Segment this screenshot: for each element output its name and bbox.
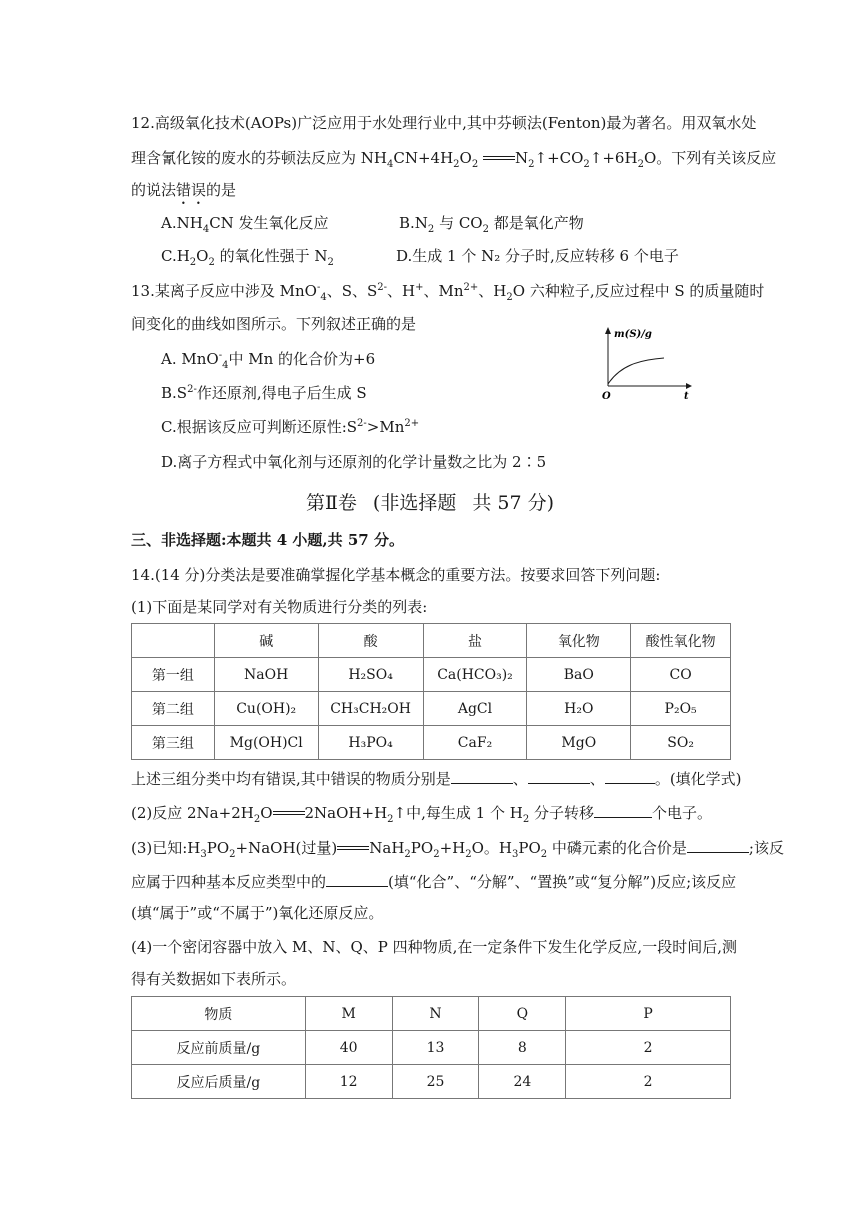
table-cell: Ca(HCO₃)₂	[423, 658, 527, 692]
answer-blank-3[interactable]	[605, 767, 655, 784]
q14-part1: (1)下面是某同学对有关物质进行分类的列表:	[131, 598, 428, 616]
q13-option-d: D.离子方程式中氧化剂与还原剂的化学计量数之比为 2∶5	[161, 453, 547, 471]
table-header-row	[132, 624, 731, 658]
table-cell: SO₂	[631, 726, 731, 760]
table-cell: NaOH	[214, 658, 318, 692]
mass-time-graph	[598, 324, 694, 404]
table-cell: 8	[479, 1031, 566, 1065]
table-cell: CH₃CH₂OH	[318, 692, 423, 726]
answer-blank-2[interactable]	[528, 767, 590, 784]
table-cell: P	[566, 997, 731, 1031]
table-cell: 13	[392, 1031, 479, 1065]
table-cell: Cu(OH)₂	[214, 692, 318, 726]
table-cell: 2	[566, 1031, 731, 1065]
table-cell: 2	[566, 1065, 731, 1099]
x-axis-arrow-icon	[686, 383, 692, 389]
q13-option-b: $B.S^{2-}$作还原剂,得电子后生成 S	[161, 384, 367, 402]
table-cell: 25	[392, 1065, 479, 1099]
table-cell: 第二组	[132, 692, 215, 726]
graph-x-label: t	[684, 391, 689, 402]
table-cell: Mg(OH)Cl	[214, 726, 318, 760]
y-axis-arrow-icon	[605, 327, 611, 334]
table-row	[132, 1031, 731, 1065]
table-cell: MgO	[527, 726, 631, 760]
table-cell: 12	[305, 1065, 392, 1099]
table-cell: M	[305, 997, 392, 1031]
q14-part4-line2: 得有关数据如下表所示。	[131, 970, 297, 988]
table-cell: H₂O	[527, 692, 631, 726]
table-cell: P₂O₅	[631, 692, 731, 726]
part2-heading: 第Ⅱ卷 (非选择题 共 57 分)	[305, 492, 554, 514]
answer-blank-5[interactable]	[687, 836, 749, 853]
equal-sign-icon	[337, 845, 369, 853]
table-cell: AgCl	[423, 692, 527, 726]
section3-heading: 三、非选择题:本题共 4 小题,共 57 分。	[131, 531, 404, 549]
q13-option-c: C.根据该反应可判断还原性$:S^{2-}>Mn^{2+}$	[161, 418, 420, 436]
q14-intro: 14.(14 分)分类法是要准确掌握化学基本概念的重要方法。按要求回答下列问题:	[131, 566, 661, 584]
table-cell: H₃PO₄	[318, 726, 423, 760]
table-cell	[132, 624, 215, 658]
table-cell: 反应前质量/g	[132, 1031, 306, 1065]
table-cell: 盐	[423, 624, 527, 658]
q12-line1: 12.高级氧化技术(AOPs)广泛应用于水处理行业中,其中芬顿法(Fenton)最为著名。用双氧水处	[131, 114, 757, 132]
q13-line1: 13.某离子反应中涉及 MnO-$_4$、S、$S^{2-}$、H+、$Mn^{2+}$、$H_2O$ 六种粒子,反应过程中 S 的质量随时	[131, 282, 765, 303]
q14-part1-answer: 上述三组分类中均有错误,其中错误的物质分别是 、 、 。(填化学式)	[131, 767, 742, 789]
mass-curve	[608, 358, 664, 384]
table-cell: N	[392, 997, 479, 1031]
q14-part3-line3: (填“属于”或“不属于”)氧化还原反应。	[131, 904, 384, 922]
table-cell: H₂SO₄	[318, 658, 423, 692]
q12-option-c: $C.H_2O_2$ 的氧化性强于 $N_2$	[161, 247, 334, 268]
table-cell: 碱	[214, 624, 318, 658]
table-cell: 24	[479, 1065, 566, 1099]
table-header-row	[132, 997, 731, 1031]
classification-table	[131, 623, 731, 760]
table-cell: 氧化物	[527, 624, 631, 658]
graph-y-label: m(S)/g	[614, 329, 652, 340]
graph-origin-label: O	[602, 391, 611, 402]
answer-blank-1[interactable]	[451, 767, 513, 784]
mass-data-table	[131, 996, 731, 1099]
q12-option-a: $A.NH_4CN$ 发生氧化反应	[161, 214, 329, 235]
q12-option-d: D.生成 1 个 N₂ 分子时,反应转移 6 个电子	[396, 247, 679, 265]
q14-part3-line1: (3)已知$:H_3PO_2+NaOH$(过量) $NaH_2PO_2+H_2O$。$H_3PO_2$ 中磷元素的化合价是 ;该反	[131, 836, 784, 858]
equal-sign-icon	[483, 155, 515, 163]
table-row	[132, 726, 731, 760]
q14-part3-line2: 应属于四种基本反应类型中的 (填“化合”、“分解”、“置换”或“复分解”)反应;该反应	[131, 870, 736, 892]
table-row	[132, 1065, 731, 1099]
table-row	[132, 658, 731, 692]
q13-option-a: A. MnO-$_4$中 Mn 的化合价为+6	[161, 350, 376, 371]
table-cell: CO	[631, 658, 731, 692]
table-cell: 40	[305, 1031, 392, 1065]
answer-blank-6[interactable]	[326, 870, 388, 887]
table-cell: 第三组	[132, 726, 215, 760]
table-cell: 第一组	[132, 658, 215, 692]
answer-blank-4[interactable]	[594, 801, 652, 818]
q13-line2: 间变化的曲线如图所示。下列叙述正确的是	[131, 315, 417, 333]
q12-line3: 的说法错误的是	[131, 181, 237, 199]
table-cell: BaO	[527, 658, 631, 692]
table-cell: 酸	[318, 624, 423, 658]
equal-sign-icon	[273, 810, 305, 818]
table-cell: 反应后质量/g	[132, 1065, 306, 1099]
q14-part4-line1: (4)一个密闭容器中放入 M、N、Q、P 四种物质,在一定条件下发生化学反应,一段时间后,测	[131, 938, 737, 956]
table-cell: 物质	[132, 997, 306, 1031]
q14-part2: (2)反应 $2Na+2H_2O$ $2NaOH+H_2↑$中,每生成 1 个 $H_2$ 分子转移 个电子。	[131, 801, 712, 823]
table-cell: Q	[479, 997, 566, 1031]
q12-option-b: $B.N_2$ 与 $CO_2$ 都是氧化产物	[399, 214, 584, 235]
table-cell: 酸性氧化物	[631, 624, 731, 658]
q12-line2: 理含氰化铵的废水的芬顿法反应为 $NH_4CN+4H_2O_2$ $N_2↑+CO_2↑+6H_2O$。下列有关该反应	[131, 149, 777, 170]
table-cell: CaF₂	[423, 726, 527, 760]
table-row	[132, 692, 731, 726]
